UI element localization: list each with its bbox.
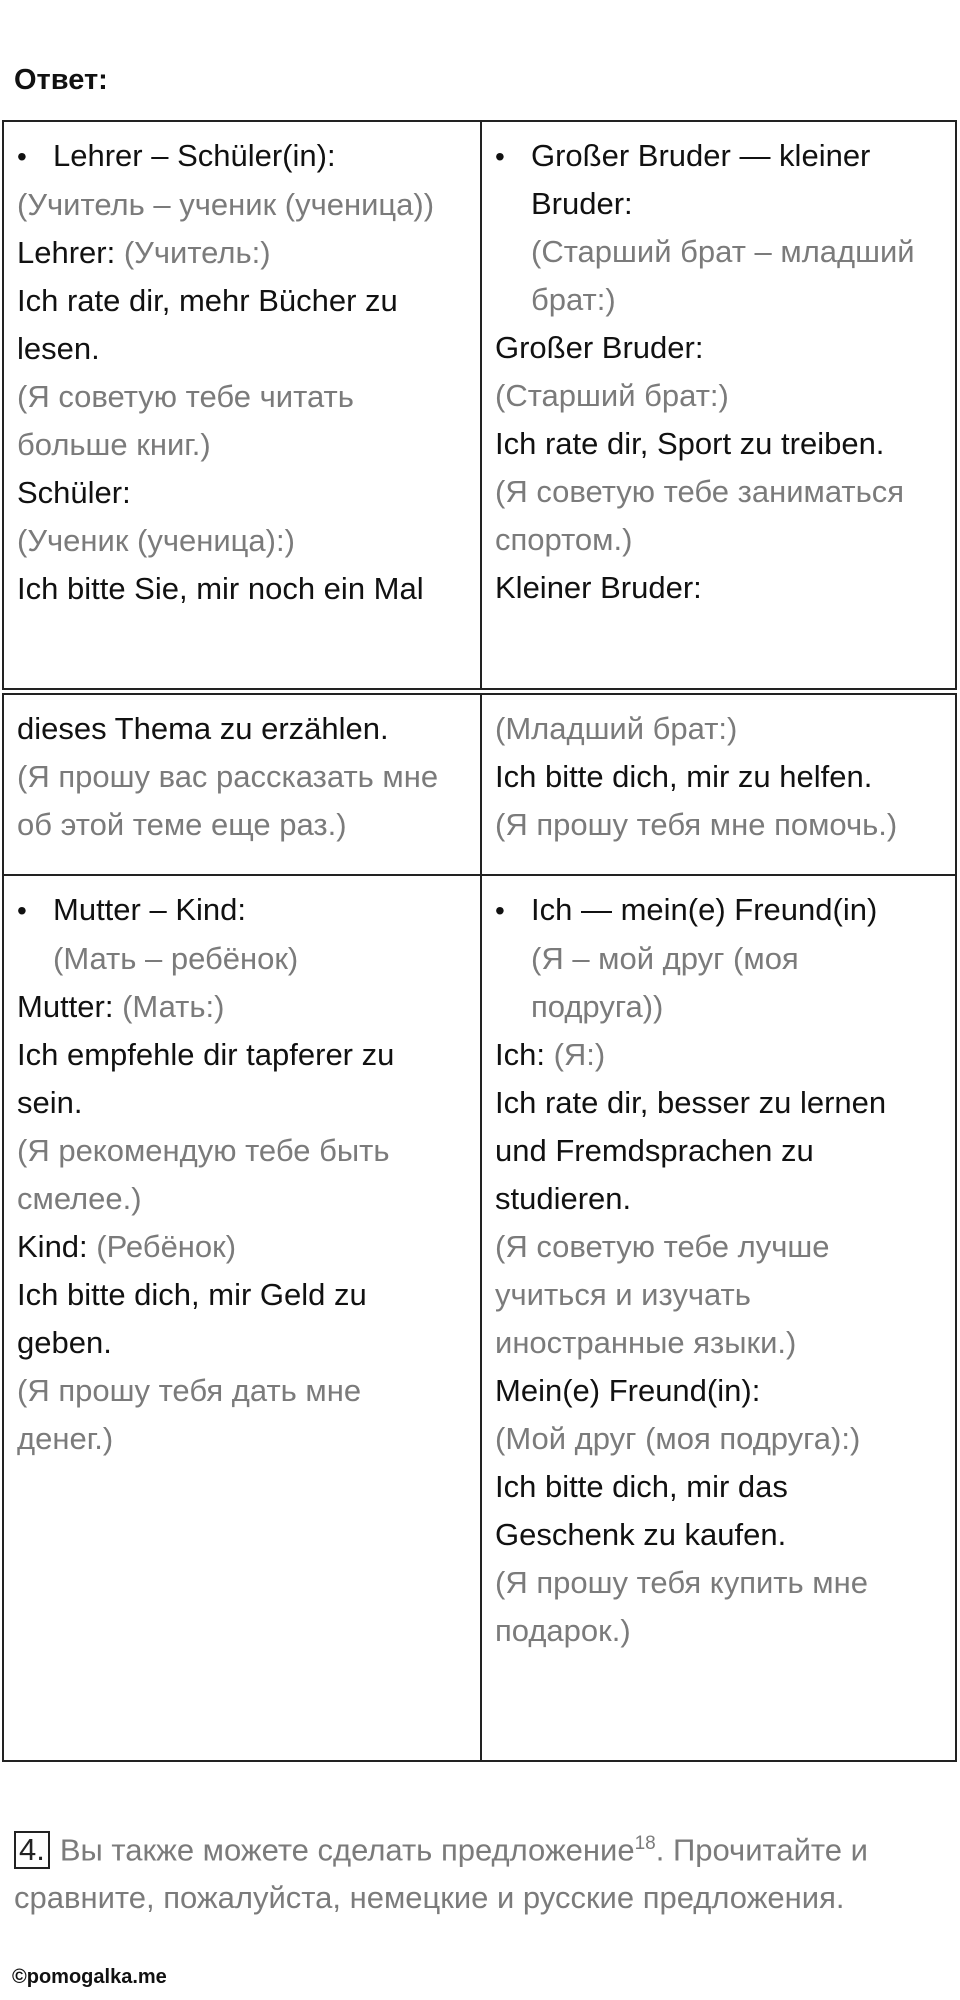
sentence: Ich rate dir, Sport zu treiben.	[495, 426, 885, 461]
sentence: und Fremdsprachen zu	[495, 1133, 814, 1168]
sentence: studieren.	[495, 1181, 632, 1216]
translation: об этой теме еще раз.)	[17, 807, 347, 842]
translation: больше книг.)	[17, 427, 211, 462]
bullet-icon	[495, 886, 531, 935]
speaker-translation: (Мать:)	[122, 989, 225, 1024]
sentence: Ich empfehle dir tapferer zu	[17, 1037, 395, 1072]
translation: (Я прошу вас рассказать мне	[17, 759, 439, 794]
translation: (Я прошу тебя мне помочь.)	[495, 807, 898, 842]
speaker-label: Kleiner Bruder:	[495, 570, 702, 605]
speaker-translation: (Ребёнок)	[96, 1229, 237, 1264]
pair-heading: Mutter – Kind:	[53, 892, 246, 927]
sentence: Ich rate dir, mehr Bücher zu	[17, 283, 398, 318]
translation: (Мать – ребёнок)	[53, 941, 299, 976]
pair-heading: Ich — mein(e) Freund(in)	[531, 892, 878, 927]
translation: (Я советую тебе лучше	[495, 1229, 830, 1264]
cell-brother-continued	[482, 695, 955, 874]
translation: (Я прошу тебя купить мне	[495, 1565, 868, 1600]
translation: брат:)	[531, 282, 616, 317]
task-text: Вы также можете сделать предложение	[59, 1832, 635, 1868]
sentence: geben.	[17, 1325, 112, 1360]
translation: (Старший брат:)	[495, 378, 729, 413]
task-text-end: . Прочитайте и	[655, 1832, 868, 1868]
speaker-label: Mutter:	[17, 989, 123, 1024]
sentence: Ich bitte Sie, mir noch ein Mal	[17, 571, 424, 606]
translation: смелее.)	[17, 1181, 142, 1216]
cell-mother-child	[4, 876, 482, 1760]
sentence: Ich bitte dich, mir zu helfen.	[495, 759, 873, 794]
speaker-translation: (Я:)	[553, 1037, 606, 1072]
translation: спортом.)	[495, 522, 633, 557]
sentence: Ich bitte dich, mir das	[495, 1469, 788, 1504]
translation: подарок.)	[495, 1613, 631, 1648]
sentence: Ich rate dir, besser zu lernen	[495, 1085, 887, 1120]
translation: (Учитель – ученик (ученица))	[17, 187, 435, 222]
translation: (Я прошу тебя дать мне	[17, 1373, 362, 1408]
translation: денег.)	[17, 1421, 114, 1456]
sentence: sein.	[17, 1085, 83, 1120]
bullet-icon	[17, 132, 53, 181]
translation: учиться и изучать	[495, 1277, 751, 1312]
dialogue-table-3	[2, 876, 957, 1762]
translation: (Я – мой друг (моя	[531, 941, 799, 976]
footnote-ref[interactable]: 18	[634, 1833, 656, 1854]
speaker-label: Kind:	[17, 1229, 97, 1264]
translation: (Я советую тебе заниматься	[495, 474, 905, 509]
task-4	[14, 1820, 868, 1922]
speaker-translation: (Учитель:)	[123, 235, 271, 270]
sentence: Geschenk zu kaufen.	[495, 1517, 787, 1552]
sentence: Ich bitte dich, mir Geld zu	[17, 1277, 367, 1312]
translation: (Я советую тебе читать	[17, 379, 354, 414]
speaker-label: Ich:	[495, 1037, 554, 1072]
cell-big-small-brother	[482, 122, 955, 688]
dialogue-table-1	[2, 120, 957, 690]
translation: подруга))	[531, 989, 664, 1024]
task-text-line2: сравните, пожалуйста, немецкие и русские предложения.	[14, 1880, 845, 1916]
cell-teacher-student-continued	[4, 695, 482, 874]
speaker-label: Großer Bruder:	[495, 330, 704, 365]
speaker-label: Schüler:	[17, 475, 131, 510]
cell-me-friend	[482, 876, 955, 1760]
dialogue-table-2	[2, 693, 957, 876]
speaker-label: Mein(e) Freund(in):	[495, 1373, 761, 1408]
translation: (Младший брат:)	[495, 711, 738, 746]
pair-heading: Großer Bruder — kleiner	[531, 138, 871, 173]
pair-heading: Bruder:	[531, 186, 633, 221]
answer-label: Ответ:	[14, 64, 108, 96]
site-watermark: ©pomogalka.me	[12, 1966, 167, 1988]
cell-teacher-student	[4, 122, 482, 688]
speaker-label: Lehrer:	[17, 235, 124, 270]
sentence: lesen.	[17, 331, 100, 366]
translation: (Мой друг (моя подруга):)	[495, 1421, 861, 1456]
sentence: dieses Thema zu erzählen.	[17, 711, 389, 746]
task-number: 4.	[14, 1831, 50, 1869]
translation: (Ученик (ученица):)	[17, 523, 295, 558]
translation: (Старший брат – младший	[531, 234, 915, 269]
bullet-icon	[495, 132, 531, 181]
translation: иностранные языки.)	[495, 1325, 797, 1360]
pair-heading: Lehrer – Schüler(in):	[53, 138, 336, 173]
bullet-icon	[17, 886, 53, 935]
translation: (Я рекомендую тебе быть	[17, 1133, 390, 1168]
